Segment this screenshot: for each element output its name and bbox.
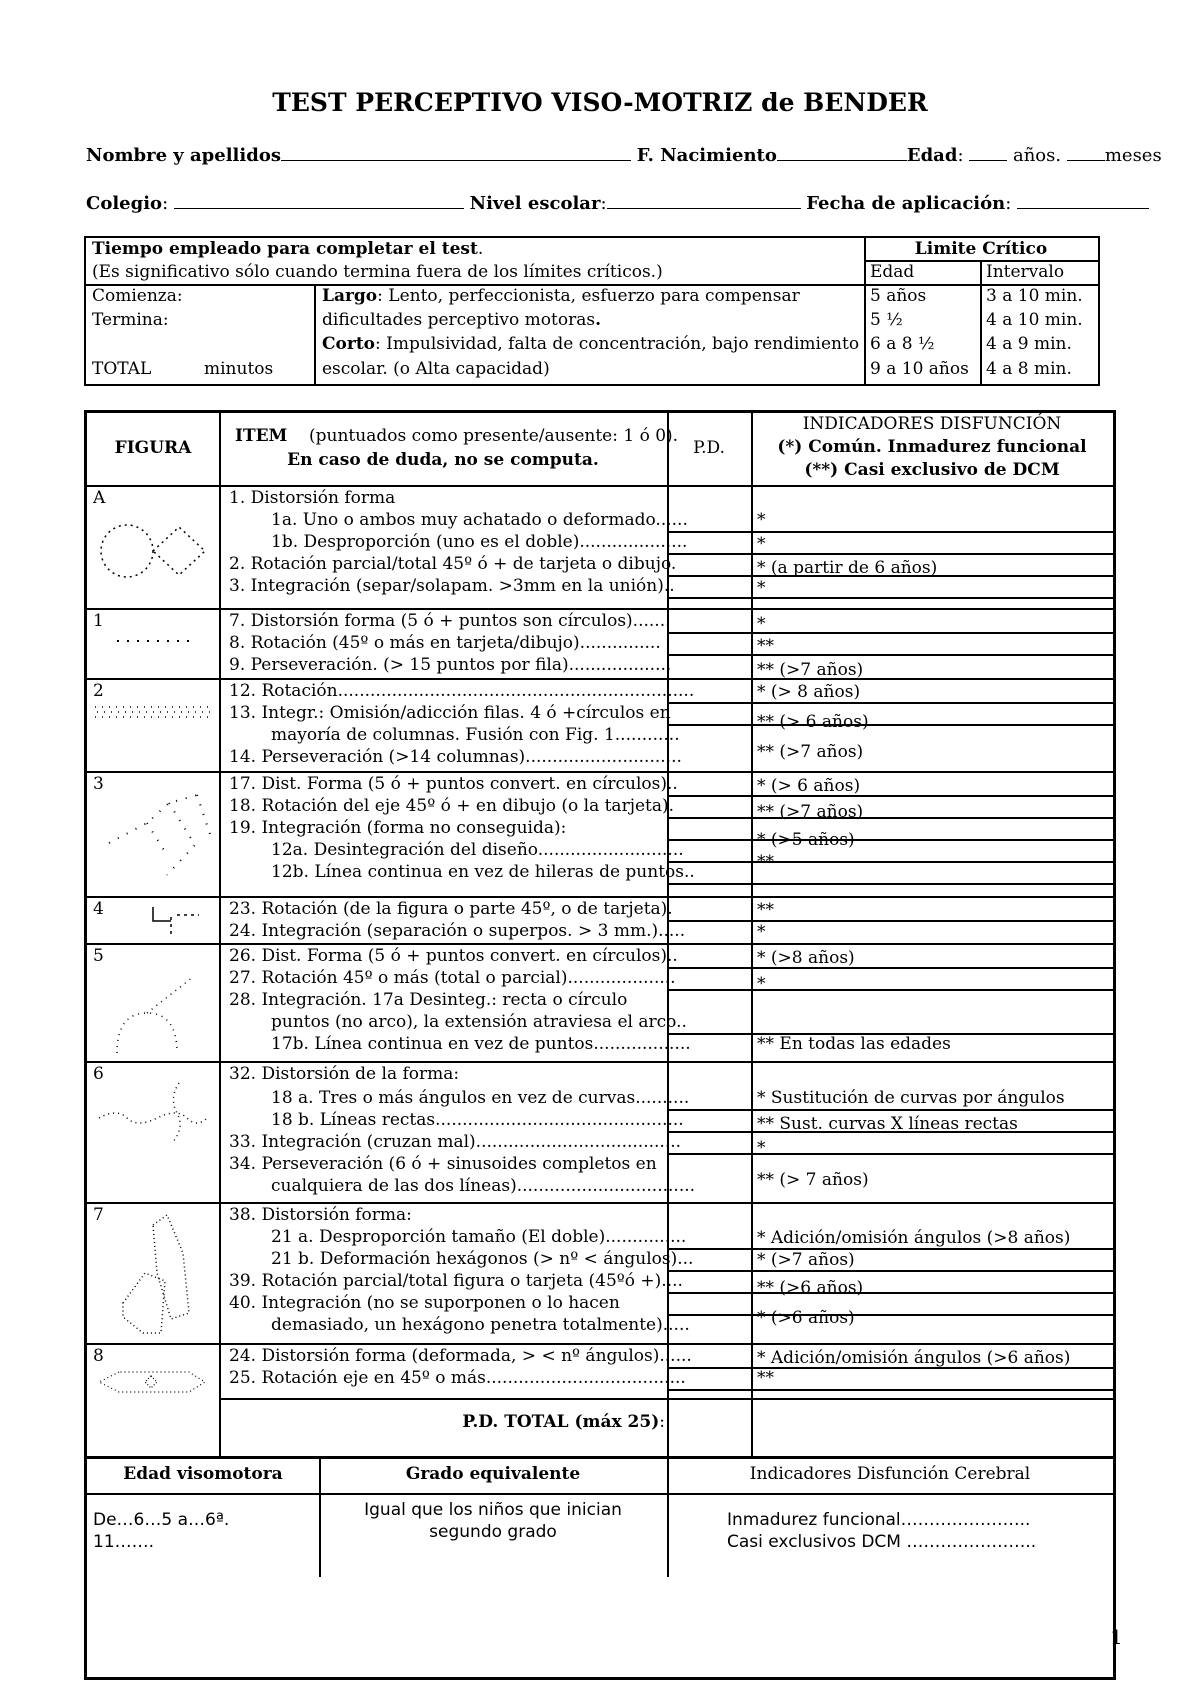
item-text: 38. Distorsión forma: bbox=[229, 1205, 412, 1225]
grado-value-2[interactable]: segundo grado bbox=[429, 1522, 557, 1542]
divider bbox=[219, 1398, 1113, 1400]
item-text: 21 a. Desproporción tamaño (El doble)............... bbox=[271, 1227, 687, 1247]
nacimiento-label: F. Nacimiento bbox=[636, 145, 777, 166]
figure-label: 3 bbox=[93, 774, 104, 794]
total-label: TOTAL bbox=[92, 359, 152, 379]
sub-row-line bbox=[667, 883, 1113, 885]
col-pd-header: P.D. bbox=[693, 438, 725, 458]
minutos-label: minutos bbox=[204, 359, 274, 379]
fecha-field[interactable] bbox=[1017, 190, 1149, 209]
item-text: 33. Integración (cruzan mal)...................................... bbox=[229, 1132, 682, 1152]
sub-row-line bbox=[667, 1270, 1113, 1272]
figure-label: 4 bbox=[93, 899, 104, 919]
col-ind-header-1: INDICADORES DISFUNCIÓN bbox=[802, 414, 1062, 434]
sub-row-line bbox=[667, 724, 1113, 726]
sub-row-line bbox=[667, 1389, 1113, 1391]
indicator-text: * (>8 años) bbox=[757, 948, 855, 968]
sub-row-line bbox=[667, 989, 1113, 991]
indicator-text: * (> 6 años) bbox=[757, 776, 861, 796]
limit-edad: 5 ½ bbox=[870, 310, 903, 330]
indicator-text: * (>5 años) bbox=[757, 830, 855, 850]
indicator-text: * (>6 años) bbox=[757, 1308, 855, 1328]
scoring-table bbox=[84, 410, 1116, 1680]
indicator-text: * Adición/omisión ángulos (>8 años) bbox=[757, 1228, 1071, 1248]
item-text: 24. Distorsión forma (deformada, > < nº ángulos)...... bbox=[229, 1346, 692, 1366]
bender-figure-8-icon bbox=[95, 1368, 215, 1398]
col-edad-header: Edad bbox=[870, 262, 915, 282]
item-text: 13. Integr.: Omisión/adicción filas. 4 ó +círculos en bbox=[229, 703, 671, 723]
pd-total-label: P.D. TOTAL (máx 25): bbox=[462, 1412, 665, 1432]
dcm-value[interactable]: Casi exclusivos DCM ………………….. bbox=[727, 1532, 1037, 1552]
item-text: 26. Dist. Forma (5 ó + puntos convert. en círculos).. bbox=[229, 946, 678, 966]
indicator-text: * bbox=[757, 1138, 766, 1158]
indicator-text: ** (> 7 años) bbox=[757, 1170, 869, 1190]
item-text: 9. Perseveración. (> 15 puntos por fila)................... bbox=[229, 655, 672, 675]
indicator-text: ** (>7 años) bbox=[757, 802, 864, 822]
page-title: TEST PERCEPTIVO VISO-MOTRIZ de BENDER bbox=[272, 88, 928, 117]
indicator-text: ** Sust. curvas X líneas rectas bbox=[757, 1114, 1018, 1134]
time-title: Tiempo empleado para completar el test. bbox=[92, 239, 484, 259]
sub-row-line bbox=[667, 839, 1113, 841]
indicator-text: * (>7 años) bbox=[757, 1250, 855, 1270]
item-text: 23. Rotación (de la figura o parte 45º, o de tarjeta). bbox=[229, 899, 673, 919]
limit-intervalo: 4 a 10 min. bbox=[986, 310, 1083, 330]
item-text: 18 b. Líneas rectas.............................................. bbox=[271, 1110, 684, 1130]
item-text: cualquiera de las dos líneas)................................. bbox=[271, 1176, 696, 1196]
sub-row-line bbox=[667, 861, 1113, 863]
item-text: 12. Rotación.................................................................. bbox=[229, 681, 695, 701]
indicator-text: * bbox=[757, 578, 766, 598]
limite-critico-header: Limite Crítico bbox=[914, 239, 1048, 259]
inmadurez-value[interactable]: Inmadurez funcional………………….. bbox=[727, 1510, 1031, 1530]
fecha-label: Fecha de aplicación bbox=[806, 193, 1006, 214]
col-ind-header-2: (*) Común. Inmadurez funcional bbox=[777, 437, 1087, 457]
indicator-text: * bbox=[757, 922, 766, 942]
item-text: 24. Integración (separación o superpos. > 3 mm.)..... bbox=[229, 921, 686, 941]
meses-label: meses bbox=[1104, 145, 1162, 166]
indicator-text: ** (>6 años) bbox=[757, 1278, 864, 1298]
indicator-text: * (a partir de 6 años) bbox=[757, 558, 938, 578]
indicator-text: * Adición/omisión ángulos (>6 años) bbox=[757, 1348, 1071, 1368]
sub-row-line bbox=[667, 795, 1113, 797]
item-text: 3. Integración (separ/solapam. >3mm en la unión).. bbox=[229, 576, 675, 596]
sub-row-line bbox=[667, 967, 1113, 969]
edad-visomotora-header: Edad visomotora bbox=[123, 1464, 283, 1484]
sub-row-line bbox=[667, 531, 1113, 533]
bender-figure-4-icon bbox=[137, 903, 217, 943]
indicator-text: ** En todas las edades bbox=[757, 1034, 951, 1054]
edad-label: Edad bbox=[906, 145, 958, 166]
item-text: 40. Integración (no se suporponen o lo hacen bbox=[229, 1293, 620, 1313]
sub-row-line bbox=[667, 1153, 1113, 1155]
item-text: 27. Rotación 45º o más (total o parcial).................... bbox=[229, 968, 676, 988]
bender-figure-6-icon bbox=[97, 1073, 217, 1153]
indicator-text: ** bbox=[757, 852, 774, 872]
item-text: 1. Distorsión forma bbox=[229, 488, 396, 508]
item-text: 1a. Uno o ambos muy achatado o deformado...... bbox=[271, 510, 688, 530]
sub-row-line bbox=[667, 597, 1113, 599]
sub-row-line bbox=[667, 1109, 1113, 1111]
header-line-1 bbox=[86, 142, 1162, 166]
bender-figure-7-icon bbox=[117, 1213, 217, 1343]
divider bbox=[87, 1456, 1113, 1459]
indicator-text: * bbox=[757, 510, 766, 530]
item-text: demasiado, un hexágono penetra totalmente)..... bbox=[271, 1315, 690, 1335]
limit-intervalo: 4 a 9 min. bbox=[986, 334, 1072, 354]
figure-label: A bbox=[93, 488, 106, 508]
item-text: 25. Rotación eje en 45º o más..................................... bbox=[229, 1368, 686, 1388]
figure-label: 5 bbox=[93, 946, 104, 966]
sub-row-line bbox=[667, 1314, 1113, 1316]
item-text: 2. Rotación parcial/total 45º ó + de tarjeta o dibujo. bbox=[229, 554, 677, 574]
sub-row-line bbox=[667, 632, 1113, 634]
indicator-text: * bbox=[757, 974, 766, 994]
page-number: 1 bbox=[1110, 1625, 1123, 1649]
edad-value[interactable]: De…6…5 a…6ª. bbox=[93, 1510, 230, 1530]
item-text: 12a. Desintegración del diseño........................... bbox=[271, 840, 684, 860]
indicator-text: ** (>7 años) bbox=[757, 660, 864, 680]
anos-label: años. bbox=[1012, 145, 1062, 166]
bender-figure-1-icon bbox=[117, 631, 217, 651]
grado-equivalente-header: Grado equivalente bbox=[405, 1464, 581, 1484]
item-text: 17. Dist. Forma (5 ó + puntos convert. en círculos).. bbox=[229, 774, 678, 794]
edad-value-2[interactable]: 11……. bbox=[93, 1532, 155, 1552]
item-text: 21 b. Deformación hexágonos (> nº < ángulos)... bbox=[271, 1249, 694, 1269]
indicator-text: * bbox=[757, 614, 766, 634]
grado-value[interactable]: Igual que los niños que inician bbox=[364, 1500, 622, 1520]
figure-label: 8 bbox=[93, 1346, 104, 1366]
bender-figure-3-icon bbox=[107, 793, 217, 883]
largo-line-2: dificultades perceptivo motoras. bbox=[322, 310, 601, 330]
col-item-subheader: En caso de duda, no se computa. bbox=[287, 450, 599, 470]
colegio-field[interactable] bbox=[174, 190, 464, 209]
limit-intervalo: 4 a 8 min. bbox=[986, 359, 1072, 379]
bender-figure-a-icon bbox=[97, 513, 217, 593]
divider bbox=[87, 1493, 1113, 1495]
time-table bbox=[84, 236, 1100, 386]
time-subtitle: (Es significativo sólo cuando termina fuera de los límites críticos.) bbox=[92, 262, 663, 282]
largo-line: Largo: Lento, perfeccionista, esfuerzo para compensar bbox=[322, 286, 800, 306]
indicator-text: ** bbox=[757, 900, 774, 920]
sub-row-line bbox=[667, 654, 1113, 656]
sub-row-line bbox=[667, 702, 1113, 704]
figure-label: 6 bbox=[93, 1064, 104, 1084]
indicator-text: ** (>7 años) bbox=[757, 742, 864, 762]
item-text: 12b. Línea continua en vez de hileras de puntos.. bbox=[271, 862, 695, 882]
indicadores-header: Indicadores Disfunción Cerebral bbox=[749, 1464, 1031, 1484]
item-text: 7. Distorsión forma (5 ó + puntos son círculos)....... bbox=[229, 611, 671, 631]
item-text: 18. Rotación del eje 45º ó + en dibujo (o la tarjeta). bbox=[229, 796, 675, 816]
sub-row-line bbox=[667, 920, 1113, 922]
nacimiento-field[interactable] bbox=[777, 142, 907, 161]
col-item-header: ITEM (puntuados como presente/ausente: 1 ó 0). bbox=[235, 426, 679, 446]
termina-label: Termina: bbox=[92, 310, 169, 330]
divider bbox=[314, 284, 316, 384]
corto-line-2: escolar. (o Alta capacidad) bbox=[322, 359, 550, 379]
bender-figure-5-icon bbox=[107, 973, 217, 1058]
indicator-text: ** bbox=[757, 636, 774, 656]
figure-label: 7 bbox=[93, 1205, 104, 1225]
limit-edad: 5 años bbox=[870, 286, 927, 306]
item-text: puntos (no arco), la extensión atraviesa el arco.. bbox=[271, 1012, 687, 1032]
item-text: 17b. Línea continua en vez de puntos.................. bbox=[271, 1034, 691, 1054]
limit-intervalo: 3 a 10 min. bbox=[986, 286, 1083, 306]
item-text: 32. Distorsión de la forma: bbox=[229, 1064, 460, 1084]
indicator-text: * Sustitución de curvas por ángulos bbox=[757, 1088, 1065, 1108]
edad-colon: : bbox=[957, 145, 964, 166]
item-text: 28. Integración. 17a Desinteg.: recta o círculo bbox=[229, 990, 628, 1010]
comienza-label: Comienza: bbox=[92, 286, 183, 306]
sub-row-line bbox=[667, 553, 1113, 555]
divider bbox=[980, 260, 982, 384]
item-text: mayoría de columnas. Fusión con Fig. 1............ bbox=[271, 725, 680, 745]
corto-line: Corto: Impulsividad, falta de concentración, bajo rendimiento bbox=[322, 334, 860, 354]
indicator-text: * bbox=[757, 534, 766, 554]
item-text: 1b. Desproporción (uno es el doble).................... bbox=[271, 532, 688, 552]
nivel-field[interactable] bbox=[607, 190, 801, 209]
indicator-text: ** bbox=[757, 1368, 774, 1388]
limit-edad: 9 a 10 años bbox=[870, 359, 969, 379]
colegio-colon: : bbox=[162, 193, 169, 214]
figure-label: 2 bbox=[93, 681, 104, 701]
edad-meses-field[interactable] bbox=[1067, 142, 1105, 161]
divider bbox=[219, 413, 221, 1456]
header-line-2 bbox=[86, 190, 1149, 214]
col-intervalo-header: Intervalo bbox=[986, 262, 1065, 282]
item-text: 39. Rotación parcial/total figura o tarjeta (45ºó +).... bbox=[229, 1271, 683, 1291]
divider bbox=[751, 413, 753, 1456]
item-text: 14. Perseveración (>14 columnas)............................. bbox=[229, 747, 682, 767]
sub-row-line bbox=[667, 1292, 1113, 1294]
item-text: 34. Perseveración (6 ó + sinusoides completos en bbox=[229, 1154, 657, 1174]
colegio-label: Colegio bbox=[86, 193, 163, 214]
sub-row-line bbox=[667, 817, 1113, 819]
item-text: 18 a. Tres o más ángulos en vez de curvas.......... bbox=[271, 1088, 690, 1108]
col-ind-header-3: (**) Casi exclusivo de DCM bbox=[804, 460, 1060, 480]
fecha-colon: : bbox=[1005, 193, 1012, 214]
item-text: 8. Rotación (45º o más en tarjeta/dibujo)............... bbox=[229, 633, 661, 653]
col-figura-header: FIGURA bbox=[114, 438, 192, 458]
indicator-text: ** (> 6 años) bbox=[757, 712, 869, 732]
nivel-label: Nivel escolar bbox=[469, 193, 601, 214]
item-text: 19. Integración (forma no conseguida): bbox=[229, 818, 567, 838]
figure-label: 1 bbox=[93, 611, 104, 631]
edad-anos-field[interactable] bbox=[969, 142, 1007, 161]
bender-figure-2-icon bbox=[95, 703, 215, 723]
indicator-text: * (> 8 años) bbox=[757, 682, 861, 702]
limit-edad: 6 a 8 ½ bbox=[870, 334, 935, 354]
nombre-label: Nombre y apellidos bbox=[86, 145, 281, 166]
nivel-colon: : bbox=[600, 193, 607, 214]
nombre-field[interactable] bbox=[281, 142, 631, 161]
